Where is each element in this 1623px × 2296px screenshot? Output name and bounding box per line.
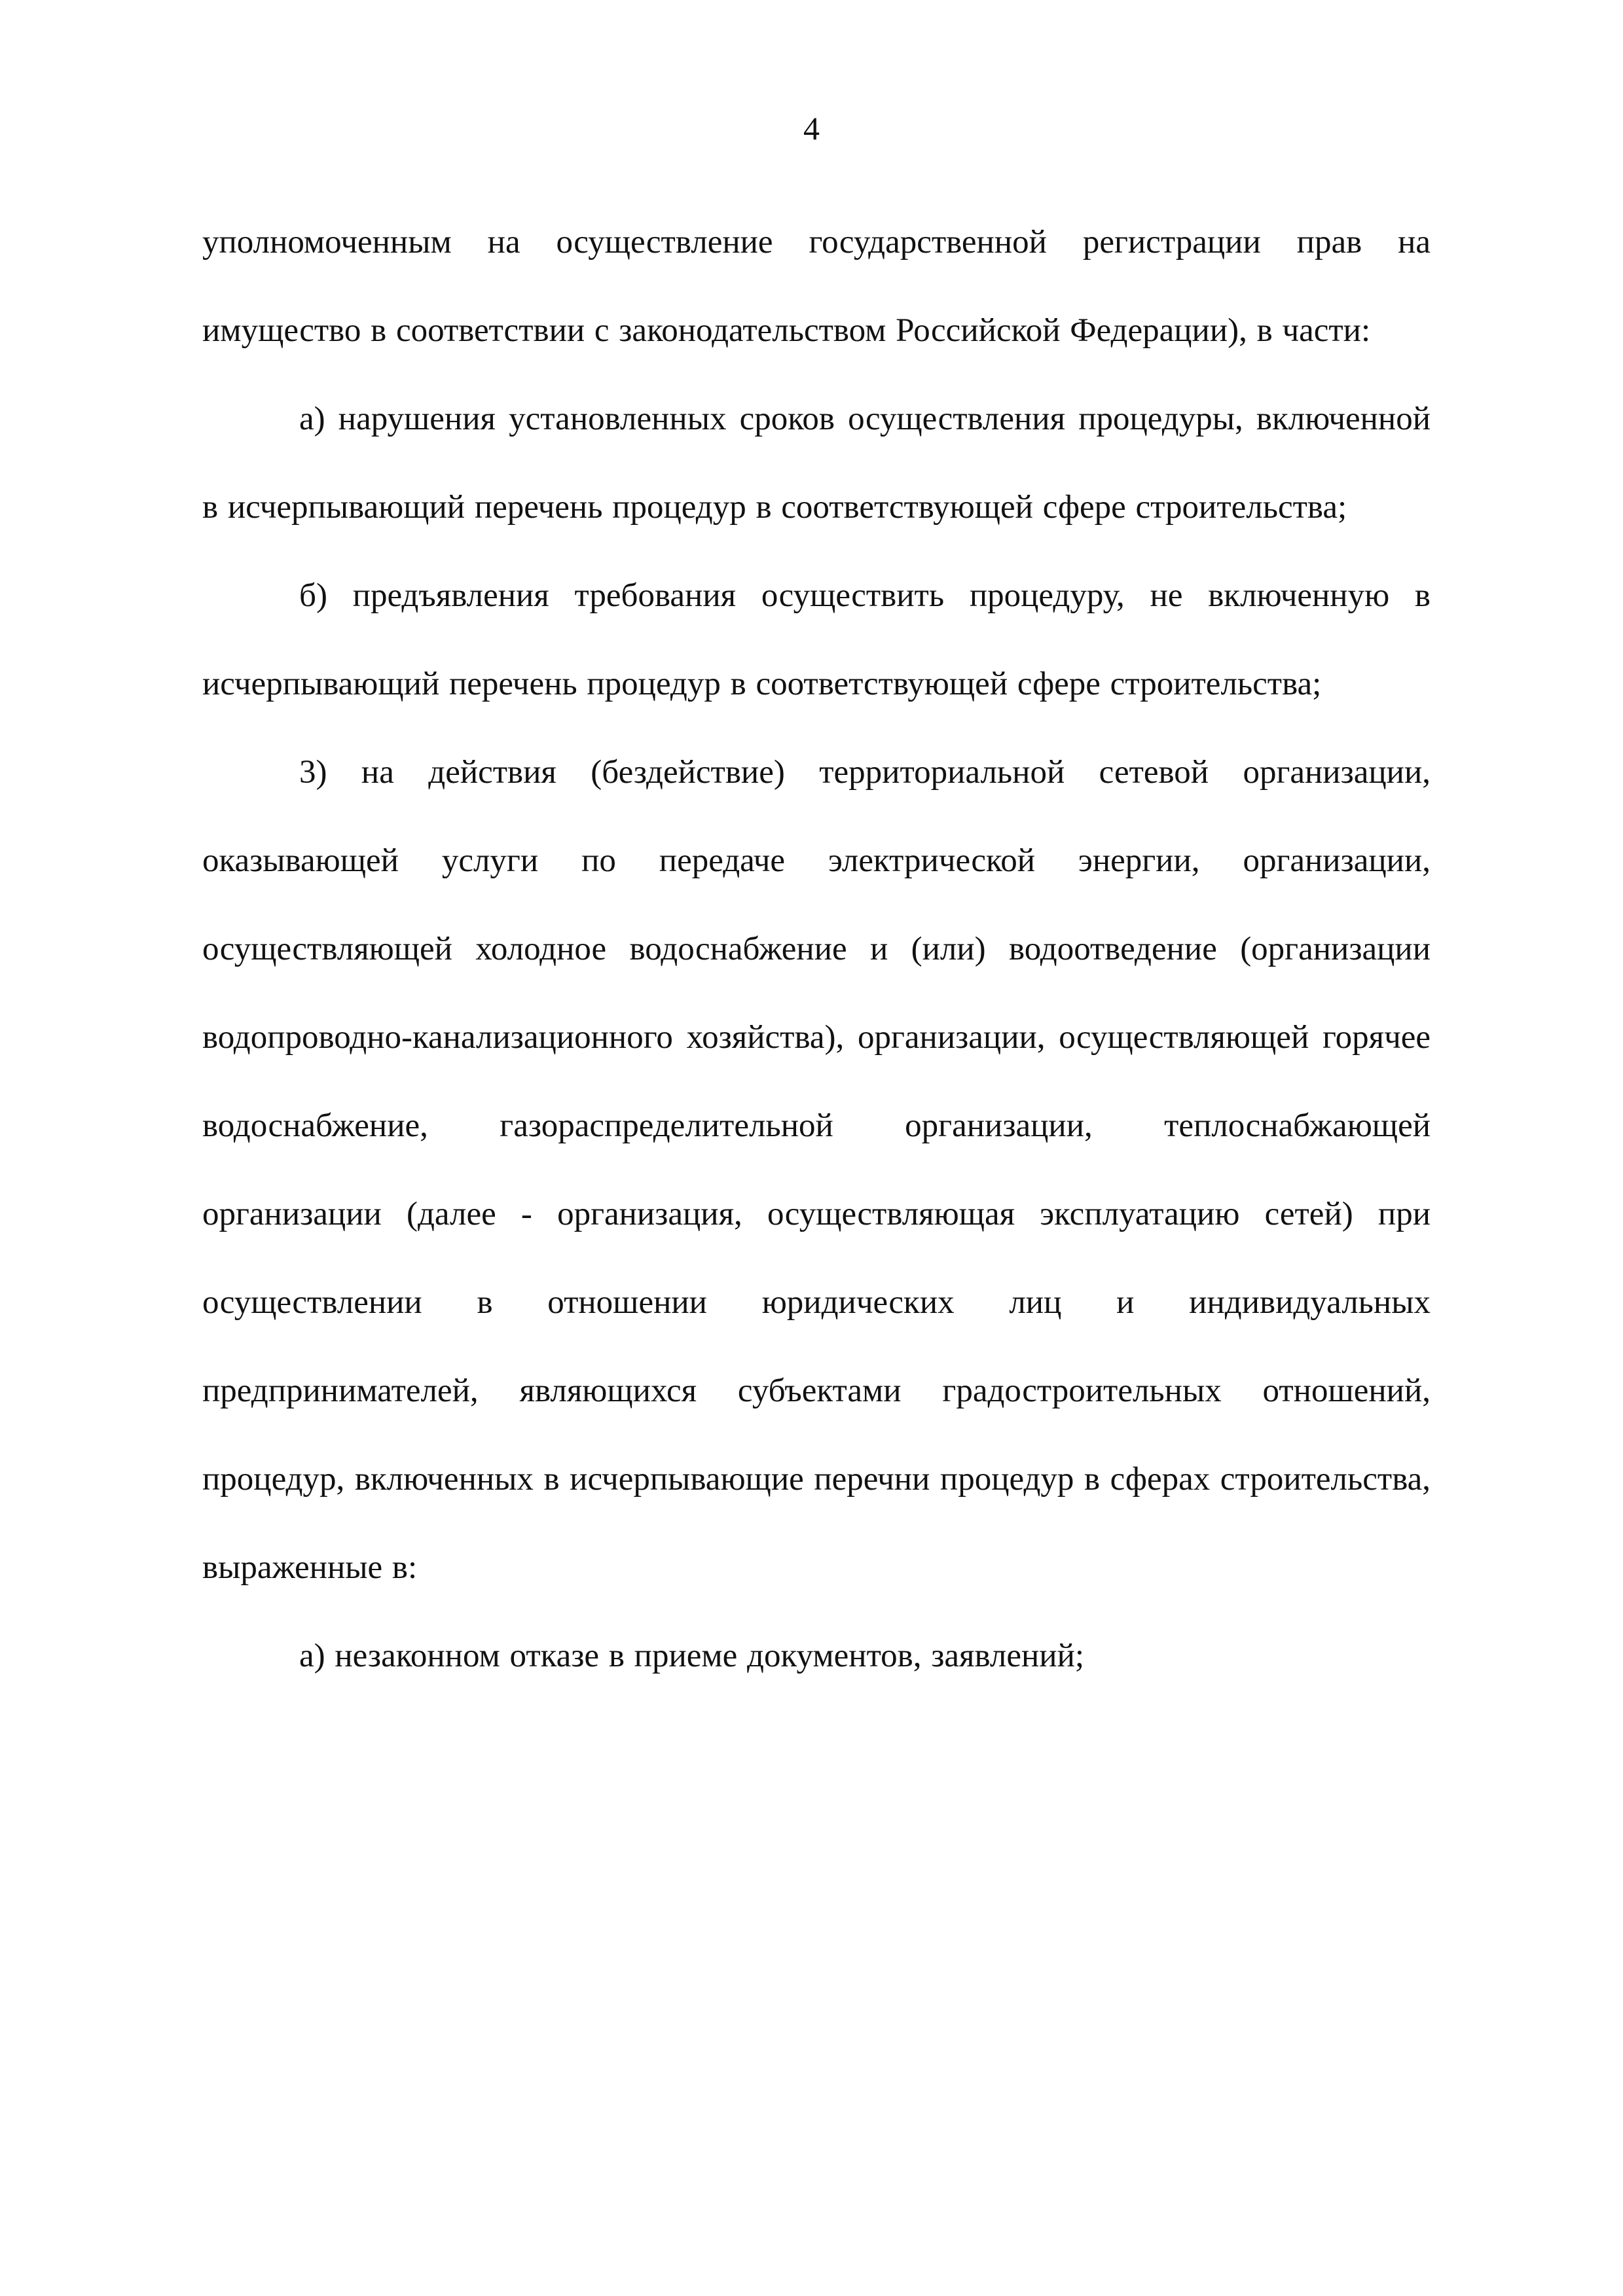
paragraph-item-b: б) предъявления требования осуществить процедуру, не включенную в исчерпывающий перечень процедур в соответствующей сфере строительства; — [202, 577, 1431, 702]
paragraph-item-3a: а) незаконном отказе в приеме документов, заявлений; — [299, 1638, 1085, 1674]
page-number: 4 — [803, 110, 820, 147]
body-text — [202, 198, 1431, 1700]
paragraph-item-a: а) нарушения установленных сроков осуществления процедуры, включенной в исчерпывающий перечень процедур в соответствующей сфере строительства; — [202, 401, 1431, 526]
paragraph-continuation: уполномоченным на осуществление государственной регистрации прав на имущество в соответствии с законодательством Российской Федерации), в части: — [202, 224, 1431, 349]
paragraph-item-3: 3) на действия (бездействие) территориальной сетевой организации, оказывающей услуги по передаче электрической энергии, организации, осуществляющей холодное водоснабжение и (или) водоотведение (организации водопроводно-канализационного хозяйства), организации, осуществляющей горячее водоснабжение, газораспределительной организации, теплоснабжающей организации (далее - организация, осуществляющая эксплуатацию сетей) при осуществлении в отношении юридических лиц и индивидуальных предпринимателей, являющихся субъектами градостроительных отношений, процедур, включенных в исчерпывающие перечни процедур в сферах строительства, выраженные в: — [202, 754, 1431, 1586]
